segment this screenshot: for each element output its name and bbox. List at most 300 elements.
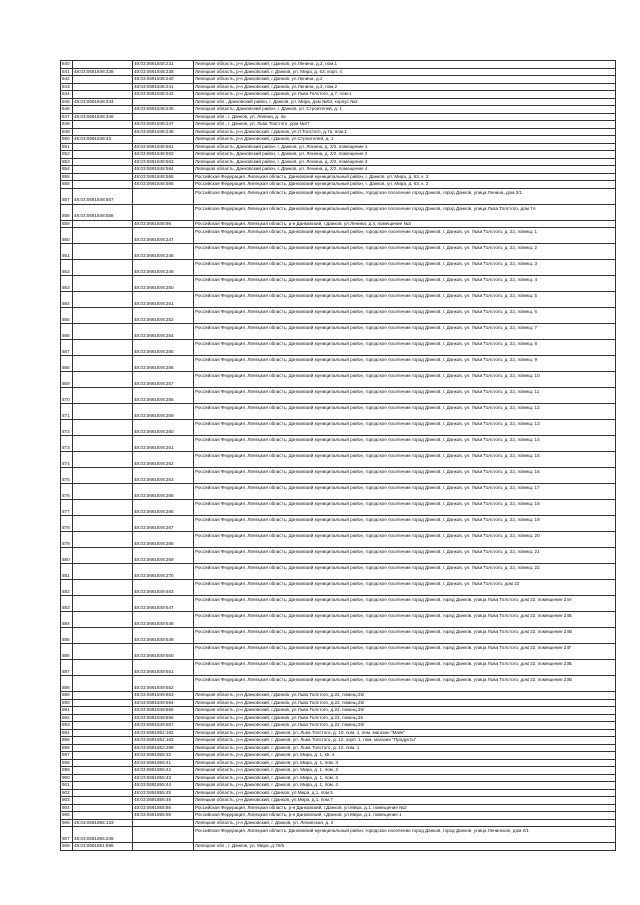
register-sheet bbox=[60, 60, 615, 851]
address-cell: Российская Федерация, Липецкая область, р-н Данковский, г.Данков, ул.Мира, д.1, помещение 1 bbox=[194, 812, 616, 820]
row-number-cell: 897 bbox=[61, 752, 73, 760]
address-cell: Российская Федерация, Липецкая область, р-н Данковский, г.Данков, ул.Мира, д.1, помещение №2 bbox=[194, 804, 616, 812]
table-row bbox=[61, 722, 616, 730]
table-row bbox=[61, 676, 616, 692]
cadastral-number-cell bbox=[133, 136, 194, 144]
address-cell: Российская Федерация, Липецкая область, Данковский муниципальный район, городское поселение город Данков, город Данков, улица Льва Толстого, дом 22, помещение 24Б bbox=[194, 612, 616, 628]
address-cell: Российская Федерация, Липецкая область, Данковский муниципальный район, городское поселение город Данков, г. Данков, ул. Льва Толстого, д. 22, помещ. 18 bbox=[194, 500, 616, 516]
row-number-cell: 842 bbox=[61, 76, 73, 84]
cadastral-number-cell bbox=[73, 752, 133, 760]
table-row bbox=[61, 500, 616, 516]
table-row bbox=[61, 692, 616, 700]
row-number-cell: 876 bbox=[61, 484, 73, 500]
address-cell: Российская Федерация, Липецкая область, Данковский муниципальный район, городское поселение город Данков, г. Данков, ул. Льва Толстого, д. 22, помещ. 16 bbox=[194, 468, 616, 484]
table-row bbox=[61, 532, 616, 548]
cadastral-number-cell: 48:03:0691856:349 bbox=[73, 827, 133, 843]
table-row bbox=[61, 308, 616, 324]
cadastral-number-cell: 48:03:0691849:251 bbox=[133, 292, 194, 308]
row-number-cell: 861 bbox=[61, 244, 73, 260]
row-number-cell: 902 bbox=[61, 789, 73, 797]
cadastral-number-cell: 48:03:0691849:260 bbox=[133, 420, 194, 436]
row-number-cell: 855 bbox=[61, 173, 73, 181]
table-row bbox=[61, 468, 616, 484]
address-cell: Российская Федерация, Липецкая область, Данковский муниципальный район, городское поселение город Данков, г. Данков, ул. Льва Толстого, д. 22, помещ. 15 bbox=[194, 452, 616, 468]
cadastral-number-cell: 48:03:0691848:565 bbox=[133, 173, 194, 181]
address-cell: Липецкая обл., г. Данков, ул. Мира, д.75/5 bbox=[194, 843, 616, 851]
address-cell: Липецкая обл., Данковский район, г. Данков, ул. Мира, дом №63, корпус №2 bbox=[194, 98, 616, 106]
row-number-cell: 901 bbox=[61, 782, 73, 790]
cadastral-number-cell: 48:03:0691849:252 bbox=[133, 308, 194, 324]
cadastral-number-cell bbox=[73, 228, 133, 244]
table-row bbox=[61, 812, 616, 820]
row-number-cell: 870 bbox=[61, 388, 73, 404]
address-cell: Липецкая область, Данковский район, г. Данков, ул. Строителей, д. 1 bbox=[194, 106, 616, 114]
table-row bbox=[61, 699, 616, 707]
cadastral-number-cell bbox=[133, 98, 194, 106]
cadastral-number-cell bbox=[73, 166, 133, 174]
address-cell: Липецкая область, р-н Данковский, г.Данков, ул.Льва Толстого, д.22, помещ.25/ bbox=[194, 692, 616, 700]
table-row bbox=[61, 188, 616, 204]
cadastral-number-cell bbox=[73, 797, 133, 805]
cadastral-number-cell bbox=[73, 596, 133, 612]
address-cell: Липецкая обл., г. Данков, ул. Ленина, д. 4а bbox=[194, 113, 616, 121]
table-row bbox=[61, 166, 616, 174]
row-number-cell: 862 bbox=[61, 260, 73, 276]
table-row bbox=[61, 292, 616, 308]
cadastral-number-cell: 48:03:0691848:568 bbox=[73, 204, 133, 220]
table-row bbox=[61, 136, 616, 144]
table-row bbox=[61, 452, 616, 468]
cadastral-number-cell bbox=[73, 151, 133, 159]
address-cell: Российская Федерация, Липецкая область, р-н Данковский, г.Данков, ул.Ленина, д.4, помещение №3 bbox=[194, 220, 616, 228]
cadastral-number-cell: 48:03:0691848:96 bbox=[133, 220, 194, 228]
cadastral-number-cell: 48:03:0691849:248 bbox=[133, 244, 194, 260]
cadastral-number-cell bbox=[73, 173, 133, 181]
table-row bbox=[61, 276, 616, 292]
cadastral-number-cell bbox=[73, 789, 133, 797]
address-cell: Российская Федерация, Липецкая область, Данковский муниципальный район, городское поселение город Данков, город Данков, улица Льва Толстого, дом 22, помещение 24А bbox=[194, 596, 616, 612]
row-number-cell: 852 bbox=[61, 151, 73, 159]
cadastral-number-cell bbox=[73, 292, 133, 308]
table-row bbox=[61, 228, 616, 244]
address-cell: Российская Федерация, Липецкая область, Данковский муниципальный район, городское поселение город Данков, г. Данков, ул. Льва Толстого, д. 22, помещ. 17 bbox=[194, 484, 616, 500]
cadastral-number-cell: 48:03:0691855:41 bbox=[133, 759, 194, 767]
cadastral-number-cell: 48:03:0691849:463 bbox=[133, 580, 194, 596]
address-cell: Липецкая область, р-н Данковский, г. Данков, ул. Льва Толстого, д. 10, пом. 1, пом. магазин "Маяк" bbox=[194, 729, 616, 737]
row-number-cell: 871 bbox=[61, 404, 73, 420]
cadastral-number-cell: 48:03:0691849:556 bbox=[133, 714, 194, 722]
address-cell: Российская Федерация, Липецкая область, Данковский муниципальный район, городское поселение город Данков, город Данков, улица Льва Толстого, дом 22, помещение 24В bbox=[194, 628, 616, 644]
row-number-cell: 882 bbox=[61, 580, 73, 596]
cadastral-number-cell: 48:03:0691848:338 bbox=[133, 68, 194, 76]
cadastral-number-cell: 48:03:0691849:268 bbox=[133, 532, 194, 548]
address-cell: Липецкая область, р-н Данковский, г.Данков, ул.Ленина, д.2, пом.1 bbox=[194, 61, 616, 69]
table-row bbox=[61, 83, 616, 91]
row-number-cell: 864 bbox=[61, 292, 73, 308]
cadastral-number-cell bbox=[73, 420, 133, 436]
cadastral-number-cell: 48:03:0691855:32 bbox=[133, 752, 194, 760]
table-row bbox=[61, 106, 616, 114]
row-number-cell: 881 bbox=[61, 564, 73, 580]
address-cell: Липецкая область, р-н Данковский, г.Данков, ул.Строителей, д. 1 bbox=[194, 136, 616, 144]
address-cell: Липецкая область, р-н Данковский, г. Данков, ул. Мира, д. 63, корп. 4 bbox=[194, 68, 616, 76]
cadastral-number-cell: 48:03:0691849:548 bbox=[133, 612, 194, 628]
cadastral-number-cell bbox=[73, 308, 133, 324]
row-number-cell: 849 bbox=[61, 128, 73, 136]
table-row bbox=[61, 759, 616, 767]
cadastral-number-cell bbox=[73, 548, 133, 564]
address-cell: Российская Федерация, Липецкая область, Данковский муниципальный район, городское поселение город Данков, г. Данков, ул. Льва Толстого, д. 22, помещ. 8 bbox=[194, 340, 616, 356]
table-row bbox=[61, 580, 616, 596]
cadastral-number-cell bbox=[73, 276, 133, 292]
cadastral-number-cell: 48:03:0691849:247 bbox=[133, 228, 194, 244]
cadastral-number-cell bbox=[73, 767, 133, 775]
table-row bbox=[61, 244, 616, 260]
table-row bbox=[61, 782, 616, 790]
row-number-cell: 907 bbox=[61, 827, 73, 843]
row-number-cell: 894 bbox=[61, 729, 73, 737]
cadastral-number-cell: 48:03:0691848:566 bbox=[133, 181, 194, 189]
row-number-cell: 886 bbox=[61, 644, 73, 660]
cadastral-number-cell: 48:03:0691849:254 bbox=[133, 324, 194, 340]
cadastral-number-cell bbox=[73, 628, 133, 644]
cadastral-number-cell: 48:03:0691848:567 bbox=[73, 188, 133, 204]
table-row bbox=[61, 436, 616, 452]
cadastral-number-cell: 48:03:0691849:262 bbox=[133, 452, 194, 468]
row-number-cell: 888 bbox=[61, 676, 73, 692]
cadastral-number-cell: 48:03:0691849:256 bbox=[133, 356, 194, 372]
cadastral-number-cell: 48:03:0691855:46 bbox=[133, 797, 194, 805]
cadastral-number-cell bbox=[73, 644, 133, 660]
table-row bbox=[61, 628, 616, 644]
cadastral-number-cell bbox=[73, 812, 133, 820]
address-cell: Липецкая область, р-н Данковский, г.Данков, ул.Ленина, д.2 bbox=[194, 76, 616, 84]
cadastral-number-cell: 48:03:0691849:269 bbox=[133, 548, 194, 564]
address-cell: Российская Федерация, Липецкая область, Данковский муниципальный район, городское поселение город Данков, г. Данков, ул. Льва Толстого, д. 22, помещ. 6 bbox=[194, 308, 616, 324]
cadastral-number-cell: 48:03:0691849:557 bbox=[133, 722, 194, 730]
row-number-cell: 887 bbox=[61, 660, 73, 676]
row-number-cell: 869 bbox=[61, 372, 73, 388]
cadastral-number-cell bbox=[73, 564, 133, 580]
table-row bbox=[61, 128, 616, 136]
row-number-cell: 857 bbox=[61, 188, 73, 204]
cadastral-number-cell: 48:03:0691848:561 bbox=[133, 143, 194, 151]
table-row bbox=[61, 143, 616, 151]
cadastral-number-cell bbox=[73, 404, 133, 420]
row-number-cell: 845 bbox=[61, 98, 73, 106]
row-number-cell: 884 bbox=[61, 612, 73, 628]
address-cell: Липецкая область, р-н Данковский, г.Данков, ул.Мира, д.1, пом.7 bbox=[194, 797, 616, 805]
cadastral-number-cell bbox=[73, 83, 133, 91]
table-row bbox=[61, 204, 616, 220]
row-number-cell: 906 bbox=[61, 819, 73, 827]
table-row bbox=[61, 714, 616, 722]
row-number-cell: 895 bbox=[61, 737, 73, 745]
table-row bbox=[61, 644, 616, 660]
cadastral-number-cell bbox=[73, 699, 133, 707]
cadastral-number-cell: 48:03:0691848:241 bbox=[133, 83, 194, 91]
cadastral-number-cell bbox=[73, 612, 133, 628]
cadastral-number-cell bbox=[73, 128, 133, 136]
cadastral-number-cell bbox=[73, 707, 133, 715]
address-cell: Липецкая область, р-н Данковский, г.Данков, ул.Льва Толстого, д.22, помещ.25 bbox=[194, 714, 616, 722]
row-number-cell: 898 bbox=[61, 759, 73, 767]
cadastral-number-cell: 48:03:0691848:563 bbox=[133, 158, 194, 166]
cadastral-number-cell: 48:03:0691849:552 bbox=[133, 676, 194, 692]
cadastral-number-cell: 48:03:0691856:133 bbox=[73, 819, 133, 827]
cadastral-number-cell bbox=[73, 804, 133, 812]
cadastral-number-cell: 48:03:0691849:250 bbox=[133, 276, 194, 292]
cadastral-number-cell: 48:03:0691849:259 bbox=[133, 404, 194, 420]
table-row bbox=[61, 181, 616, 189]
cadastral-number-cell: 48:03:0691855:95 bbox=[133, 804, 194, 812]
row-number-cell: 859 bbox=[61, 220, 73, 228]
cadastral-number-cell: 48:03:0691848:43 bbox=[73, 136, 133, 144]
cadastral-number-cell bbox=[73, 714, 133, 722]
table-row bbox=[61, 484, 616, 500]
address-cell: Российская Федерация, Липецкая область, Данковский муниципальный район, городское поселение город Данков, г. Данков, ул. Льва Толстого, д. 22, помещ. 11 bbox=[194, 388, 616, 404]
row-number-cell: 844 bbox=[61, 91, 73, 99]
address-cell: Липецкая область, р-н Данковский, г. Данков, ул. Мира, д. 1, пом. 2 bbox=[194, 767, 616, 775]
table-row bbox=[61, 173, 616, 181]
cadastral-number-cell bbox=[73, 76, 133, 84]
row-number-cell: 877 bbox=[61, 500, 73, 516]
row-number-cell: 899 bbox=[61, 767, 73, 775]
cadastral-number-cell: 48:03:0691848:231 bbox=[133, 61, 194, 69]
row-number-cell: 863 bbox=[61, 276, 73, 292]
table-row bbox=[61, 372, 616, 388]
address-cell: Российская Федерация, Липецкая область, Данковский муниципальный район, городское поселение город Данков, г. Данков, ул. Льва Толстого, дом 22 bbox=[194, 580, 616, 596]
address-cell: Липецкая область, р-н Данковский, г. Данков, ул. Ленинская, д. 2 bbox=[194, 819, 616, 827]
address-cell: Российская Федерация, Липецкая область, Данковский муниципальный район, городское поселение город Данков, г. Данков, ул. Льва Толстого, д. 22, помещ. 9 bbox=[194, 356, 616, 372]
table-row bbox=[61, 660, 616, 676]
register-body bbox=[61, 61, 616, 851]
cadastral-number-cell bbox=[73, 744, 133, 752]
row-number-cell: 848 bbox=[61, 121, 73, 129]
row-number-cell: 868 bbox=[61, 356, 73, 372]
address-cell: Российская Федерация, Липецкая область, Данковский муниципальный район, городское поселение город Данков, г. Данков, ул. Льва Толстого, д. 22, помещ. 14 bbox=[194, 436, 616, 452]
cadastral-number-cell bbox=[133, 113, 194, 121]
address-cell: Липецкая область, р-н Данковский, г. Данков, ул. Льва Толстого, д. 12, пом. 1 bbox=[194, 744, 616, 752]
address-cell: Липецкая область, р-н Данковский, г. Данков, ул. Мира, д. 1, пом. 3 bbox=[194, 759, 616, 767]
cadastral-number-cell bbox=[73, 452, 133, 468]
address-cell: Российская Федерация, Липецкая область, Данковский муниципальный район, городское поселение город Данков, город Данков, улица Ленина, дом 2/1 bbox=[194, 188, 616, 204]
cadastral-number-cell bbox=[73, 737, 133, 745]
cadastral-number-cell bbox=[73, 372, 133, 388]
cadastral-number-cell bbox=[73, 356, 133, 372]
cadastral-number-cell: 48:03:0691849:258 bbox=[133, 388, 194, 404]
cadastral-number-cell bbox=[73, 500, 133, 516]
address-cell: Российская Федерация, Липецкая область, Данковский муниципальный район, городское поселение город Данков, г. Данков, ул. Льва Толстого, д. 22, помещ. 3 bbox=[194, 260, 616, 276]
cadastral-number-cell: 48:03:0691861:695 bbox=[73, 843, 133, 851]
cadastral-number-cell: 48:03:0691855:45 bbox=[133, 789, 194, 797]
table-row bbox=[61, 737, 616, 745]
table-row bbox=[61, 827, 616, 843]
cadastral-number-cell bbox=[73, 143, 133, 151]
cadastral-number-cell: 48:03:0691848:338 bbox=[73, 68, 133, 76]
cadastral-number-cell bbox=[73, 532, 133, 548]
table-row bbox=[61, 356, 616, 372]
register-table bbox=[60, 60, 616, 851]
address-cell: Липецкая область, р-н Данковский, г.Данков, ул.Мира, д.1, пом.5 bbox=[194, 789, 616, 797]
address-cell: Липецкая область, р-н Данковский, г.Данков, ул.Льва Толстого, д.7, пом.1 bbox=[194, 91, 616, 99]
address-cell: Липецкая область, р-н Данковский, г.Данков, ул.Льва Толстого, д.22, помещ.26/ bbox=[194, 722, 616, 730]
cadastral-number-cell bbox=[73, 468, 133, 484]
address-cell: Российская Федерация, Липецкая область, Данковский муниципальный район, городское поселение город Данков, г. Данков, ул. Льва Толстого, д. 22, помещ. 10 bbox=[194, 372, 616, 388]
cadastral-number-cell bbox=[73, 580, 133, 596]
row-number-cell: 843 bbox=[61, 83, 73, 91]
table-row bbox=[61, 612, 616, 628]
cadastral-number-cell: 48:03:0691852:289 bbox=[133, 744, 194, 752]
table-row bbox=[61, 98, 616, 106]
address-cell: Российская Федерация, Липецкая область, Данковский муниципальный район, городское поселение город Данков, г. Данков, ул. Льва Толстого, д. 22, помещ. 5 bbox=[194, 292, 616, 308]
cadastral-number-cell: 48:03:0691848:564 bbox=[133, 166, 194, 174]
table-row bbox=[61, 113, 616, 121]
table-row bbox=[61, 220, 616, 228]
address-cell: Липецкая область, р-н Данковский, г. Данков, ул. Льва Толстого, д. 12, корп. 1, пом. магазин "Продукты" bbox=[194, 737, 616, 745]
cadastral-number-cell: 48:03:0691849:267 bbox=[133, 516, 194, 532]
table-row bbox=[61, 752, 616, 760]
cadastral-number-cell: 48:03:0691852:182 bbox=[133, 729, 194, 737]
cadastral-number-cell: 48:03:0691849:265 bbox=[133, 484, 194, 500]
table-row bbox=[61, 819, 616, 827]
table-row bbox=[61, 158, 616, 166]
table-row bbox=[61, 516, 616, 532]
cadastral-number-cell bbox=[73, 516, 133, 532]
cadastral-number-cell: 48:03:0691849:553 bbox=[133, 692, 194, 700]
address-cell: Российская Федерация, Липецкая область, Данковский муниципальный район, городское поселение город Данков, г. Данков, ул. Льва Толстого, д. 22, помещ. 19 bbox=[194, 516, 616, 532]
address-cell: Российская Федерация, Липецкая область, Данковский муниципальный район, городское поселение город Данков, г. Данков, ул. Льва Толстого, д. 22, помещ. 1 bbox=[194, 228, 616, 244]
cadastral-number-cell bbox=[73, 774, 133, 782]
row-number-cell: 846 bbox=[61, 106, 73, 114]
cadastral-number-cell: 48:03:0691849:263 bbox=[133, 468, 194, 484]
cadastral-number-cell bbox=[133, 827, 194, 843]
table-row bbox=[61, 388, 616, 404]
row-number-cell: 903 bbox=[61, 797, 73, 805]
cadastral-number-cell: 48:03:0691848:248 bbox=[133, 128, 194, 136]
address-cell: Российская Федерация, Липецкая область, Данковский муниципальный район, городское поселение город Данков, г. Данков, ул. Льва Толстого, д. 22, помещ. 22 bbox=[194, 564, 616, 580]
row-number-cell: 850 bbox=[61, 136, 73, 144]
row-number-cell: 896 bbox=[61, 744, 73, 752]
row-number-cell: 847 bbox=[61, 113, 73, 121]
row-number-cell: 878 bbox=[61, 516, 73, 532]
cadastral-number-cell bbox=[73, 244, 133, 260]
address-cell: Российская Федерация, Липецкая область, Данковский муниципальный район, городское поселение город Данков, г. Данков, ул. Льва Толстого, д. 22, помещ. 20 bbox=[194, 532, 616, 548]
address-cell: Российская Федерация, Липецкая область, Данковский муниципальный район, городское поселение город Данков, г. Данков, ул. Льва Толстого, д. 22, помещ. 7 bbox=[194, 324, 616, 340]
row-number-cell: 856 bbox=[61, 181, 73, 189]
address-cell: Липецкая область, р-н Данковский, г.Данков, ул.Льва Толстого, д.22, помещ.25/ bbox=[194, 699, 616, 707]
row-number-cell: 890 bbox=[61, 699, 73, 707]
address-cell: Российская Федерация, Липецкая область, Данковский муниципальный район, городское поселение город Данков, город Данков, улица Льва Толстого, дом 22, помещение 23В bbox=[194, 676, 616, 692]
row-number-cell: 880 bbox=[61, 548, 73, 564]
cadastral-number-cell bbox=[73, 121, 133, 129]
table-row bbox=[61, 596, 616, 612]
cadastral-number-cell: 48:03:0691855:44 bbox=[133, 782, 194, 790]
address-cell: Липецкая область, р-н Данковский, г.Данков, ул.Л.Толстого, д.7а, пом.1 bbox=[194, 128, 616, 136]
row-number-cell: 893 bbox=[61, 722, 73, 730]
table-row bbox=[61, 121, 616, 129]
row-number-cell: 841 bbox=[61, 68, 73, 76]
table-row bbox=[61, 804, 616, 812]
table-row bbox=[61, 260, 616, 276]
cadastral-number-cell: 48:03:0691855:96 bbox=[133, 812, 194, 820]
cadastral-number-cell bbox=[73, 340, 133, 356]
cadastral-number-cell bbox=[73, 91, 133, 99]
address-cell: Российская Федерация, Липецкая область, Данковский муниципальный район, городское поселение город Данков, г. Данков, ул. Льва Толстого, д. 22, помещ. 2 bbox=[194, 244, 616, 260]
address-cell: Российская Федерация, Липецкая область, Данковский муниципальный район, городское поселение город Данков, г. Данков, ул. Льва Толстого, д. 22, помещ. 4 bbox=[194, 276, 616, 292]
row-number-cell: 905 bbox=[61, 812, 73, 820]
cadastral-number-cell: 48:03:0691849:261 bbox=[133, 436, 194, 452]
row-number-cell: 866 bbox=[61, 324, 73, 340]
address-cell: Липецкая область, р-н Данковский, г. Данков, ул. Мира, д. 1, пом. 3 bbox=[194, 774, 616, 782]
cadastral-number-cell bbox=[73, 61, 133, 69]
table-row bbox=[61, 789, 616, 797]
address-cell: Липецкая область, Данковский район, г. Данков, ул. Ленина, д. 2/2, помещение 4 bbox=[194, 166, 616, 174]
table-row bbox=[61, 151, 616, 159]
cadastral-number-cell: 48:03:0691849:550 bbox=[133, 644, 194, 660]
row-number-cell: 900 bbox=[61, 774, 73, 782]
cadastral-number-cell bbox=[73, 388, 133, 404]
address-cell: Липецкая область, Данковский район, г. Данков, ул. Ленина, д. 2/2, помещение 3 bbox=[194, 158, 616, 166]
row-number-cell: 840 bbox=[61, 61, 73, 69]
cadastral-number-cell bbox=[73, 220, 133, 228]
cadastral-number-cell: 48:03:0691849:270 bbox=[133, 564, 194, 580]
address-cell: Российская Федерация, Липецкая область, Данковский муниципальный район, г. Данков, ул. Мира, д. 63, к. 2 bbox=[194, 181, 616, 189]
row-number-cell: 879 bbox=[61, 532, 73, 548]
cadastral-number-cell bbox=[73, 158, 133, 166]
row-number-cell: 873 bbox=[61, 436, 73, 452]
cadastral-number-cell: 48:03:0691848:240 bbox=[133, 76, 194, 84]
address-cell: Российская Федерация, Липецкая область, Данковский муниципальный район, г. Данков, ул. Мира, д. 63, к. 2 bbox=[194, 173, 616, 181]
row-number-cell: 883 bbox=[61, 596, 73, 612]
cadastral-number-cell: 48:03:0691849:249 bbox=[133, 260, 194, 276]
address-cell: Липецкая область, р-н Данковский, г.Данков, ул.Ленина, д.2, пом.2 bbox=[194, 83, 616, 91]
row-number-cell: 867 bbox=[61, 340, 73, 356]
cadastral-number-cell bbox=[73, 660, 133, 676]
address-cell: Липецкая область, Данковский район, г. Данков, ул. Ленина, д. 2/2, помещение 1 bbox=[194, 143, 616, 151]
table-row bbox=[61, 404, 616, 420]
cadastral-number-cell bbox=[73, 181, 133, 189]
address-cell: Российская Федерация, Липецкая область, Данковский муниципальный район, городское поселение город Данков, город Данков, улица Льва Толстого, дом 22, помещение 23Б bbox=[194, 660, 616, 676]
address-cell: Российская Федерация, Липецкая область, Данковский муниципальный район, городское поселение город Данков, город Данков, улица Льва Толстого, дом 7А bbox=[194, 204, 616, 220]
cadastral-number-cell: 48:03:0691848:344 bbox=[73, 98, 133, 106]
address-cell: Российская Федерация, Липецкая область, Данковский муниципальный район, городское поселение город Данков, город Данков, улица Ленинская, дом 2/1 bbox=[194, 827, 616, 843]
cadastral-number-cell bbox=[73, 759, 133, 767]
cadastral-number-cell bbox=[73, 729, 133, 737]
table-row bbox=[61, 68, 616, 76]
cadastral-number-cell bbox=[73, 676, 133, 692]
row-number-cell: 865 bbox=[61, 308, 73, 324]
address-cell: Липецкая область, Данковский район, г. Данков, ул. Ленина, д. 2/2, помещение 2 bbox=[194, 151, 616, 159]
cadastral-number-cell bbox=[73, 260, 133, 276]
table-row bbox=[61, 420, 616, 436]
table-row bbox=[61, 91, 616, 99]
cadastral-number-cell: 48:03:0691855:43 bbox=[133, 774, 194, 782]
cadastral-number-cell: 48:03:0691849:547 bbox=[133, 596, 194, 612]
address-cell: Российская Федерация, Липецкая область, Данковский муниципальный район, городское поселение город Данков, г. Данков, ул. Льва Толстого, д. 22, помещ. 13 bbox=[194, 420, 616, 436]
table-row bbox=[61, 767, 616, 775]
table-row bbox=[61, 324, 616, 340]
cadastral-number-cell: 48:03:0691848:245 bbox=[133, 106, 194, 114]
table-row bbox=[61, 744, 616, 752]
table-row bbox=[61, 76, 616, 84]
table-row bbox=[61, 564, 616, 580]
table-row bbox=[61, 797, 616, 805]
row-number-cell: 889 bbox=[61, 692, 73, 700]
cadastral-number-cell bbox=[133, 188, 194, 204]
cadastral-number-cell bbox=[73, 324, 133, 340]
cadastral-number-cell: 48:03:0691849:266 bbox=[133, 500, 194, 516]
